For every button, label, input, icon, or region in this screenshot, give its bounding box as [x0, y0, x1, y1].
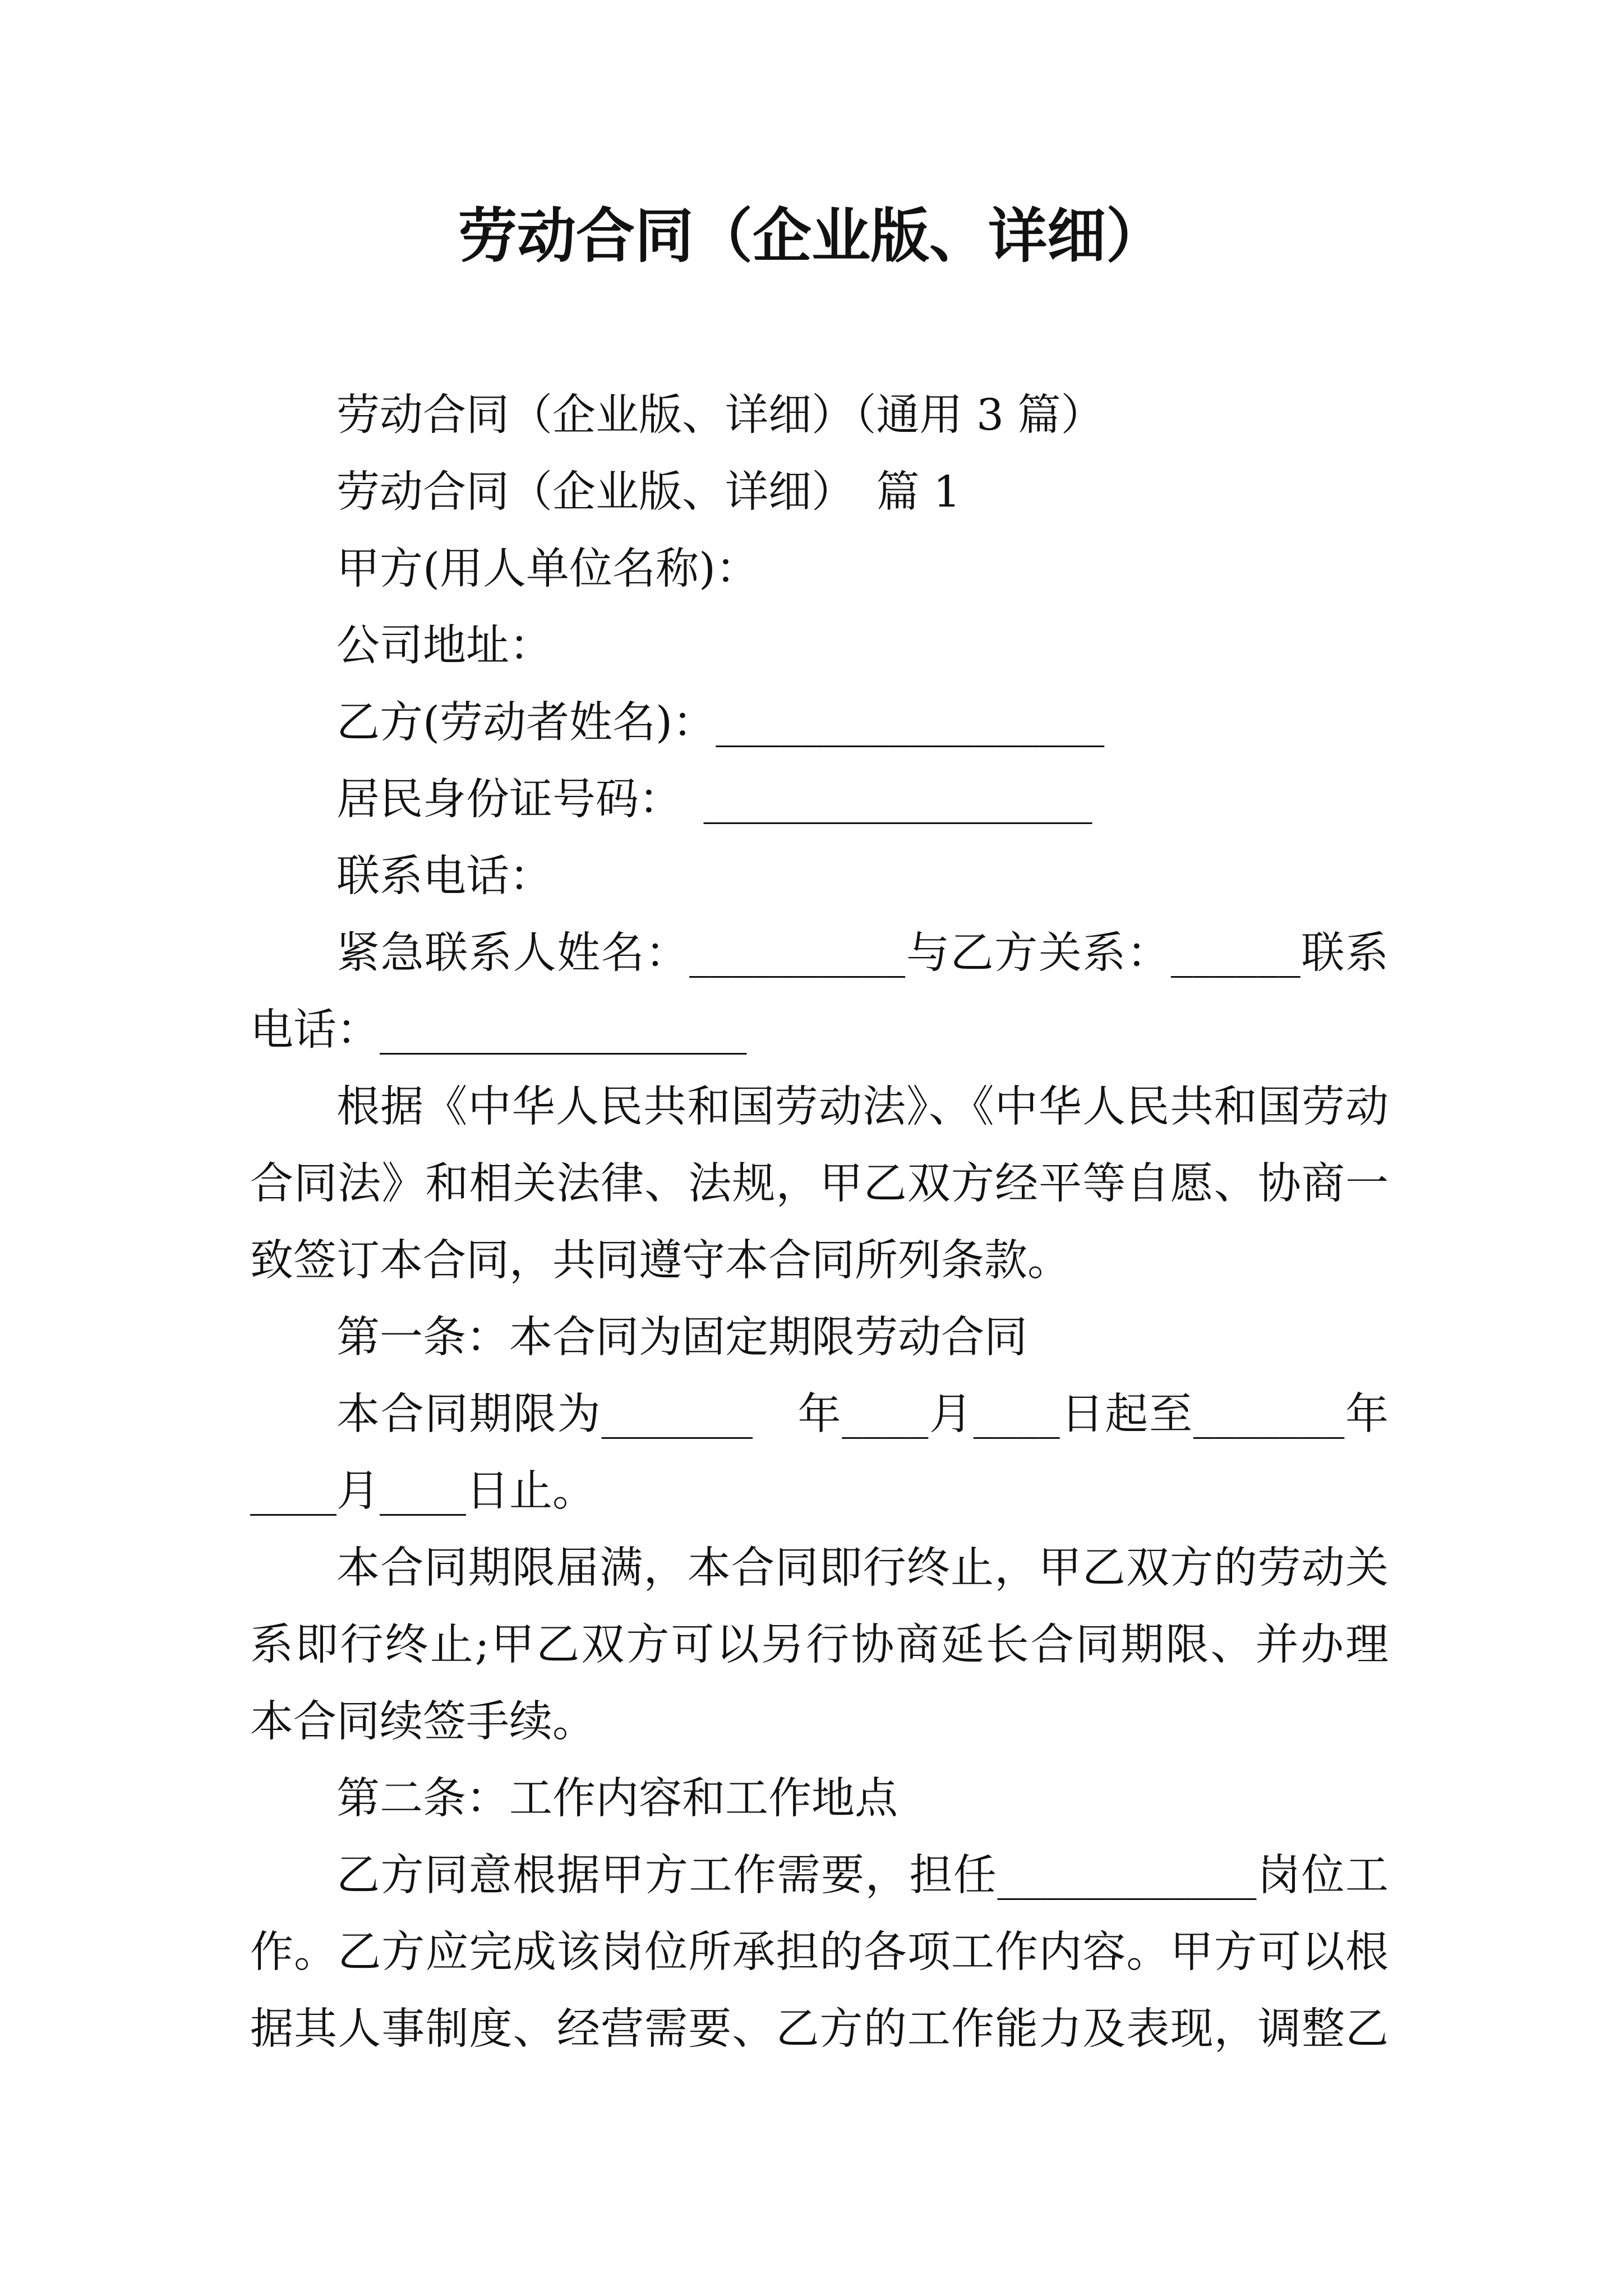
- party-b-block: [250, 684, 1389, 1069]
- article-1: [250, 1299, 1389, 1760]
- paragraph-line: 本合同续签手续。: [250, 1697, 596, 1747]
- paragraph-line: 乙方同意根据甲方工作需要，担任____________岗位工: [336, 1851, 1389, 1901]
- article-2-heading: 第二条：工作内容和工作地点: [336, 1774, 898, 1824]
- party-b-name-field: 乙方(劳动者姓名)：__________________: [336, 698, 1105, 748]
- preamble-paragraph: [250, 1069, 1389, 1299]
- document-title: 劳动合同（企业版、详细）: [458, 201, 1165, 270]
- contract-term-paragraph: [250, 1376, 1389, 1530]
- party-a-block: [250, 531, 1389, 684]
- document-body: [250, 377, 1389, 2068]
- emergency-contact-line: 紧急联系人姓名：__________与乙方关系：______联系: [336, 928, 1389, 978]
- paragraph-line: 本合同期限为_______ 年____月____日起至_______年: [336, 1389, 1389, 1439]
- contract-expiry-paragraph: [250, 1530, 1389, 1760]
- paragraph-line: 据其人事制度、经营需要、乙方的工作能力及表现，调整乙: [250, 2004, 1389, 2054]
- id-number-field: 居民身份证号码： __________________: [336, 775, 1092, 825]
- paragraph-line: 致签订本合同，共同遵守本合同所列条款。: [250, 1236, 1071, 1286]
- paragraph-line: 系即行终止;甲乙双方可以另行协商延长合同期限、并办理: [250, 1620, 1389, 1670]
- paragraph-line: 作。乙方应完成该岗位所承担的各项工作内容。甲方可以根: [250, 1927, 1389, 1977]
- company-address-field: 公司地址：: [336, 621, 552, 671]
- collection-heading: 劳动合同（企业版、详细）（通用 3 篇）: [336, 390, 1104, 440]
- paragraph-line: 本合同期限届满，本合同即行终止，甲乙双方的劳动关: [336, 1543, 1389, 1593]
- party-a-name-field: 甲方(用人单位名称)：: [336, 544, 759, 594]
- paragraph-line: 根据《中华人民共和国劳动法》、《中华人民共和国劳动: [336, 1082, 1389, 1132]
- job-position-paragraph: [250, 1837, 1389, 2068]
- article-1-heading: 第一条：本合同为固定期限劳动合同: [336, 1313, 1027, 1363]
- article-2: [250, 1760, 1389, 2068]
- paragraph-line: 合同法》和相关法律、法规，甲乙双方经平等自愿、协商一: [250, 1159, 1389, 1209]
- paragraph-line: ____月____日止。: [250, 1466, 596, 1516]
- emergency-contact-paragraph: [250, 915, 1389, 1069]
- section-heading: 劳动合同（企业版、详细） 篇 1: [336, 467, 961, 517]
- emergency-contact-line: 电话：_________________: [250, 1005, 747, 1055]
- phone-field: 联系电话：: [336, 852, 552, 901]
